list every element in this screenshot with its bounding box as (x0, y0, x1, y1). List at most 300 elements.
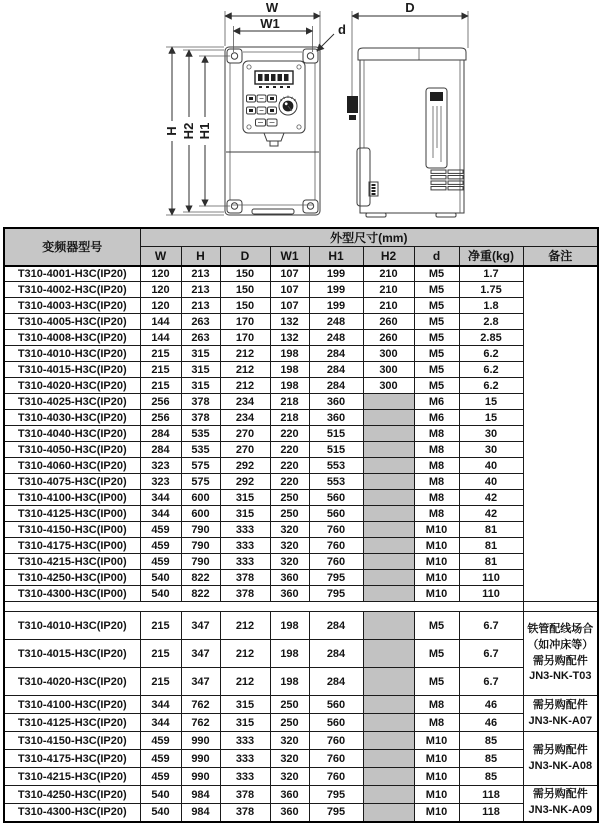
d-cell: 150 (220, 282, 270, 298)
h-cell: 575 (181, 474, 220, 490)
d-cell: M5 (414, 362, 459, 378)
weight-cell: 46 (459, 714, 523, 732)
h2-cell (363, 768, 414, 786)
d-cell: 333 (220, 522, 270, 538)
h1-cell: 560 (309, 696, 363, 714)
h1-cell: 760 (309, 538, 363, 554)
d-cell: 212 (220, 640, 270, 668)
model-cell: T310-4020-H3C(IP20) (4, 378, 140, 394)
h2-cell (363, 410, 414, 426)
model-cell: T310-4300-H3C(IP20) (4, 804, 140, 822)
h1-cell: 284 (309, 346, 363, 362)
keypad-buttons-row3 (256, 119, 278, 126)
h1-cell: 284 (309, 640, 363, 668)
h-cell: 347 (181, 668, 220, 696)
w1-cell: 198 (270, 346, 309, 362)
remark-line: JN3-NK-T03 (529, 670, 592, 683)
remark-cell (523, 266, 598, 602)
d-cell: 150 (220, 298, 270, 314)
table-row (4, 640, 598, 668)
w-cell: 344 (140, 696, 181, 714)
h2-cell (363, 458, 414, 474)
d-cell: M8 (414, 458, 459, 474)
d-cell: M8 (414, 442, 459, 458)
w1-cell: 320 (270, 522, 309, 538)
col-header-d: D (220, 247, 270, 266)
w-cell: 344 (140, 490, 181, 506)
h2-cell (363, 522, 414, 538)
d-cell: 150 (220, 266, 270, 282)
w1-cell: 250 (270, 714, 309, 732)
table-row (4, 378, 598, 394)
remark-line: JN3-NK-A07 (528, 714, 593, 727)
h1-cell: 284 (309, 378, 363, 394)
model-cell: T310-4040-H3C(IP20) (4, 426, 140, 442)
keypad-buttons-row2 (247, 107, 277, 114)
model-cell: T310-4030-H3C(IP20) (4, 410, 140, 426)
weight-cell: 42 (459, 490, 523, 506)
h-cell: 378 (181, 394, 220, 410)
h-cell: 315 (181, 346, 220, 362)
h-cell: 315 (181, 378, 220, 394)
h-cell: 213 (181, 298, 220, 314)
w1-cell: 107 (270, 266, 309, 282)
weight-cell: 1.75 (459, 282, 523, 298)
table-row (4, 786, 598, 804)
w-cell: 459 (140, 554, 181, 570)
d-cell: M5 (414, 298, 459, 314)
d-cell: M6 (414, 410, 459, 426)
w1-cell: 250 (270, 696, 309, 714)
h-cell: 315 (181, 362, 220, 378)
remark-cell (523, 732, 598, 786)
keypad-panel (243, 61, 305, 146)
table-row (4, 750, 598, 768)
table-row (4, 458, 598, 474)
d-cell: M10 (414, 586, 459, 602)
h1-cell: 360 (309, 394, 363, 410)
weight-cell: 15 (459, 410, 523, 426)
h1-cell: 284 (309, 668, 363, 696)
h1-cell: 795 (309, 804, 363, 822)
model-cell: T310-4100-H3C(IP00) (4, 490, 140, 506)
dim-d-hole (317, 22, 346, 51)
h-cell: 762 (181, 696, 220, 714)
col-header-screw: d (414, 247, 459, 266)
w-cell: 344 (140, 714, 181, 732)
w-cell: 540 (140, 804, 181, 822)
h2-cell (363, 474, 414, 490)
h2-cell: 300 (363, 346, 414, 362)
h1-cell: 760 (309, 768, 363, 786)
h-cell: 600 (181, 506, 220, 522)
d-cell: 212 (220, 668, 270, 696)
model-cell: T310-4015-H3C(IP20) (4, 640, 140, 668)
display-window (255, 71, 293, 88)
drawing-svg (0, 0, 600, 226)
d-cell: M5 (414, 612, 459, 640)
model-cell: T310-4250-H3C(IP20) (4, 786, 140, 804)
weight-cell: 6.2 (459, 378, 523, 394)
panel-connector (264, 133, 284, 146)
weight-cell: 81 (459, 538, 523, 554)
mounting-hole (231, 203, 237, 209)
weight-cell: 40 (459, 458, 523, 474)
weight-cell: 85 (459, 768, 523, 786)
h2-cell (363, 696, 414, 714)
dim-label-h2: H2 (181, 122, 196, 140)
h2-cell (363, 640, 414, 668)
model-cell: T310-4002-H3C(IP20) (4, 282, 140, 298)
table-row (4, 714, 598, 732)
remark-line: JN3-NK-A08 (528, 759, 593, 772)
w-cell: 256 (140, 394, 181, 410)
h2-cell (363, 732, 414, 750)
table-row (4, 804, 598, 822)
dim-label-w: W (265, 0, 279, 15)
w-cell: 144 (140, 330, 181, 346)
d-cell: M8 (414, 714, 459, 732)
col-header-weight: 净重(kg) (459, 247, 523, 266)
dim-label-h1: H1 (197, 122, 212, 140)
h2-cell (363, 490, 414, 506)
table-row (4, 538, 598, 554)
weight-cell: 2.85 (459, 330, 523, 346)
weight-cell: 42 (459, 506, 523, 522)
h2-cell: 260 (363, 330, 414, 346)
model-cell: T310-4025-H3C(IP20) (4, 394, 140, 410)
w-cell: 459 (140, 768, 181, 786)
d-cell: M8 (414, 474, 459, 490)
d-cell: M10 (414, 768, 459, 786)
w-cell: 459 (140, 522, 181, 538)
w1-cell: 250 (270, 506, 309, 522)
h2-cell (363, 612, 414, 640)
h1-cell: 760 (309, 750, 363, 768)
table-row (4, 732, 598, 750)
h1-cell: 199 (309, 282, 363, 298)
weight-cell: 110 (459, 570, 523, 586)
d-cell: 234 (220, 394, 270, 410)
w-cell: 459 (140, 538, 181, 554)
w1-cell: 218 (270, 410, 309, 426)
h2-cell: 300 (363, 362, 414, 378)
h2-cell: 210 (363, 298, 414, 314)
front-view (164, 0, 346, 215)
d-cell: M5 (414, 640, 459, 668)
col-header-remark: 备注 (523, 247, 598, 266)
h1-cell: 760 (309, 554, 363, 570)
h1-cell: 560 (309, 506, 363, 522)
d-cell: M10 (414, 554, 459, 570)
col-header-h1: H1 (309, 247, 363, 266)
dim-label-w1: W1 (260, 16, 280, 31)
w1-cell: 250 (270, 490, 309, 506)
h1-cell: 560 (309, 714, 363, 732)
d-cell: M10 (414, 732, 459, 750)
h-cell: 347 (181, 640, 220, 668)
table-row (4, 554, 598, 570)
table-row (4, 768, 598, 786)
w1-cell: 198 (270, 612, 309, 640)
w1-cell: 320 (270, 732, 309, 750)
d-cell: 333 (220, 768, 270, 786)
w-cell: 215 (140, 612, 181, 640)
h1-cell: 795 (309, 570, 363, 586)
h-cell: 990 (181, 750, 220, 768)
w-cell: 540 (140, 786, 181, 804)
model-cell: T310-4003-H3C(IP20) (4, 298, 140, 314)
table-row (4, 490, 598, 506)
remark-cell (523, 786, 598, 822)
w-cell: 540 (140, 570, 181, 586)
d-cell: M10 (414, 538, 459, 554)
w1-cell: 198 (270, 378, 309, 394)
model-cell: T310-4005-H3C(IP20) (4, 314, 140, 330)
dim-label-depth: D (405, 0, 415, 15)
panel-screw (247, 65, 251, 69)
h2-cell (363, 442, 414, 458)
h2-cell (363, 538, 414, 554)
model-cell: T310-4050-H3C(IP20) (4, 442, 140, 458)
remark-line: JN3-NK-A09 (528, 804, 593, 817)
table-row (4, 522, 598, 538)
weight-cell: 30 (459, 426, 523, 442)
weight-cell: 1.7 (459, 266, 523, 282)
d-cell: M8 (414, 696, 459, 714)
d-cell: 333 (220, 750, 270, 768)
weight-cell: 6.7 (459, 640, 523, 668)
w1-cell: 320 (270, 750, 309, 768)
remark-line: 需另购配件 (532, 743, 588, 756)
h1-cell: 515 (309, 426, 363, 442)
d-cell: 333 (220, 538, 270, 554)
w1-cell: 360 (270, 786, 309, 804)
vent-grille (431, 170, 463, 190)
h2-cell (363, 394, 414, 410)
col-header-dims-group: 外型尺寸(mm) (140, 228, 598, 247)
keypad-buttons-row1 (247, 95, 277, 102)
model-cell: T310-4010-H3C(IP20) (4, 346, 140, 362)
h1-cell: 560 (309, 490, 363, 506)
front-body-outline (225, 47, 320, 215)
h2-cell (363, 714, 414, 732)
table-row (4, 362, 598, 378)
h1-cell: 553 (309, 458, 363, 474)
model-cell: T310-4150-H3C(IP20) (4, 732, 140, 750)
w-cell: 540 (140, 586, 181, 602)
d-cell: M5 (414, 266, 459, 282)
w1-cell: 132 (270, 314, 309, 330)
w-cell: 256 (140, 410, 181, 426)
w1-cell: 360 (270, 804, 309, 822)
table-row (4, 394, 598, 410)
d-cell: M10 (414, 522, 459, 538)
w-cell: 120 (140, 298, 181, 314)
d-cell: 212 (220, 378, 270, 394)
dim-label-h: H (164, 126, 179, 136)
remark-cell (523, 696, 598, 732)
h2-cell (363, 586, 414, 602)
weight-cell: 6.7 (459, 668, 523, 696)
weight-cell: 6.2 (459, 362, 523, 378)
dimension-table-section (3, 227, 597, 823)
table-row (4, 570, 598, 586)
dimension-drawing (0, 0, 600, 226)
d-cell: M5 (414, 346, 459, 362)
w1-cell: 198 (270, 640, 309, 668)
col-header-w: W (140, 247, 181, 266)
d-cell: 378 (220, 586, 270, 602)
model-cell: T310-4175-H3C(IP00) (4, 538, 140, 554)
d-cell: 212 (220, 362, 270, 378)
w-cell: 323 (140, 458, 181, 474)
w-cell: 120 (140, 282, 181, 298)
bottom-gland-plate (252, 209, 294, 214)
model-cell: T310-4250-H3C(IP00) (4, 570, 140, 586)
h2-cell (363, 750, 414, 768)
h-cell: 790 (181, 538, 220, 554)
w-cell: 284 (140, 426, 181, 442)
model-cell: T310-4100-H3C(IP20) (4, 696, 140, 714)
h2-cell (363, 554, 414, 570)
mounting-hole (307, 53, 313, 59)
col-header-h2: H2 (363, 247, 414, 266)
weight-cell: 110 (459, 586, 523, 602)
d-cell: 378 (220, 786, 270, 804)
w-cell: 144 (140, 314, 181, 330)
w-cell: 215 (140, 346, 181, 362)
label-plate (426, 88, 447, 168)
w1-cell: 220 (270, 474, 309, 490)
h-cell: 213 (181, 282, 220, 298)
table-row (4, 696, 598, 714)
model-cell: T310-4075-H3C(IP20) (4, 474, 140, 490)
d-cell: M10 (414, 750, 459, 768)
table-row (4, 586, 598, 602)
h-cell: 762 (181, 714, 220, 732)
h-cell: 984 (181, 804, 220, 822)
w1-cell: 107 (270, 298, 309, 314)
d-cell: 292 (220, 474, 270, 490)
w1-cell: 320 (270, 554, 309, 570)
d-cell: 212 (220, 346, 270, 362)
dimension-table-body (4, 266, 598, 822)
h-cell: 347 (181, 612, 220, 640)
remark-line: 需另购配件 (532, 698, 588, 711)
weight-cell: 85 (459, 732, 523, 750)
d-cell: M10 (414, 786, 459, 804)
model-cell: T310-4125-H3C(IP00) (4, 506, 140, 522)
h-cell: 263 (181, 330, 220, 346)
table-row (4, 474, 598, 490)
h2-cell (363, 804, 414, 822)
separator-cell (4, 602, 523, 612)
weight-cell: 6.2 (459, 346, 523, 362)
weight-cell: 81 (459, 554, 523, 570)
potentiometer-knob (279, 96, 297, 116)
table-row (4, 314, 598, 330)
section-separator-row (4, 602, 598, 612)
w1-cell: 220 (270, 442, 309, 458)
w1-cell: 360 (270, 586, 309, 602)
table-row (4, 426, 598, 442)
h-cell: 600 (181, 490, 220, 506)
h1-cell: 248 (309, 330, 363, 346)
d-cell: 170 (220, 314, 270, 330)
w1-cell: 198 (270, 668, 309, 696)
h-cell: 790 (181, 554, 220, 570)
model-cell: T310-4150-H3C(IP00) (4, 522, 140, 538)
w1-cell: 320 (270, 538, 309, 554)
d-cell: M5 (414, 314, 459, 330)
weight-cell: 1.8 (459, 298, 523, 314)
h1-cell: 360 (309, 410, 363, 426)
bottom-mounting-tabs (227, 200, 318, 213)
din-clip (347, 96, 358, 113)
weight-cell: 81 (459, 522, 523, 538)
d-cell: 378 (220, 804, 270, 822)
weight-cell: 30 (459, 442, 523, 458)
table-row (4, 410, 598, 426)
h1-cell: 284 (309, 612, 363, 640)
dim-label-d: d (338, 22, 346, 37)
model-cell: T310-4010-H3C(IP20) (4, 612, 140, 640)
col-header-w1: W1 (270, 247, 309, 266)
h2-cell: 210 (363, 266, 414, 282)
model-cell: T310-4020-H3C(IP20) (4, 668, 140, 696)
h1-cell: 760 (309, 522, 363, 538)
w-cell: 323 (140, 474, 181, 490)
h1-cell: 199 (309, 266, 363, 282)
side-top-cap (358, 48, 466, 60)
h2-cell (363, 506, 414, 522)
d-cell: 212 (220, 612, 270, 640)
h-cell: 575 (181, 458, 220, 474)
w1-cell: 218 (270, 394, 309, 410)
panel-screw (247, 125, 251, 129)
table-row (4, 506, 598, 522)
table-row (4, 282, 598, 298)
w-cell: 459 (140, 732, 181, 750)
table-row (4, 668, 598, 696)
w-cell: 215 (140, 378, 181, 394)
mounting-hole (307, 203, 313, 209)
d-cell: 315 (220, 696, 270, 714)
w-cell: 215 (140, 640, 181, 668)
h1-cell: 515 (309, 442, 363, 458)
separator-cell (523, 602, 598, 612)
w-cell: 120 (140, 266, 181, 282)
d-cell: 270 (220, 442, 270, 458)
table-row (4, 330, 598, 346)
h2-cell (363, 426, 414, 442)
w1-cell: 220 (270, 426, 309, 442)
d-cell: 315 (220, 490, 270, 506)
weight-cell: 2.8 (459, 314, 523, 330)
h2-cell (363, 570, 414, 586)
h-cell: 378 (181, 410, 220, 426)
d-cell: 378 (220, 570, 270, 586)
w1-cell: 107 (270, 282, 309, 298)
table-row (4, 612, 598, 640)
h1-cell: 795 (309, 586, 363, 602)
d-cell: M5 (414, 378, 459, 394)
d-cell: M6 (414, 394, 459, 410)
weight-cell: 118 (459, 786, 523, 804)
model-cell: T310-4175-H3C(IP20) (4, 750, 140, 768)
d-cell: M5 (414, 668, 459, 696)
